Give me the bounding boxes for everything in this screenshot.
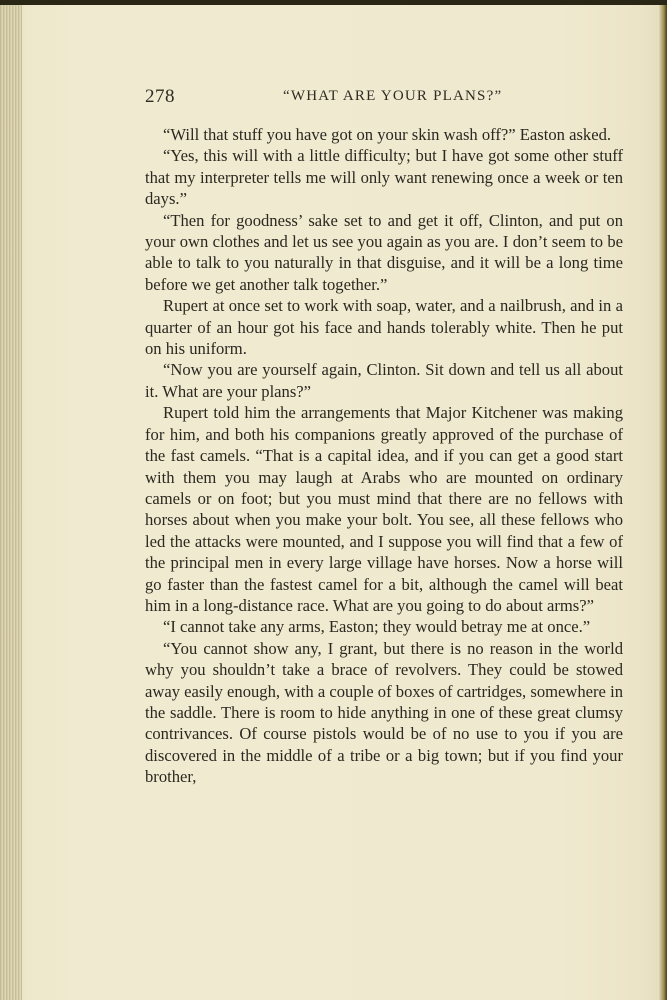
paragraph: “You cannot show any, I grant, but there is no reason in the world why you shouldn’t take a brace of revolvers. They could be stowed away easily enough, with a couple of boxes of cartridges, somewhere in the saddle. There is room to hide anything in one of these great clumsy contrivances. Of course pistols would be of no use to you if you are discovered in the middle of a tribe or a big town; but if you find your brother, bbox=[145, 638, 623, 787]
running-head: “WHAT ARE YOUR PLANS?” bbox=[283, 88, 503, 104]
paragraph: Rupert at once set to work with soap, water, and a nailbrush, and in a quarter of an hour got his face and hands tolerably white. Then he put on his uniform. bbox=[145, 296, 623, 359]
body-text bbox=[145, 124, 623, 788]
paragraph: “Now you are yourself again, Clinton. Sit down and tell us all about it. What are your plans?” bbox=[145, 360, 623, 401]
page-number: 278 bbox=[145, 86, 175, 107]
page-top-edge bbox=[0, 0, 667, 5]
binding-gutter bbox=[0, 5, 22, 1000]
paragraph: “Will that stuff you have got on your skin wash off?” Easton asked. bbox=[163, 125, 612, 144]
paragraph: “I cannot take any arms, Easton; they would betray me at once.” bbox=[163, 617, 591, 637]
page-right-edge bbox=[659, 5, 667, 1000]
paragraph: “Then for goodness’ sake set to and get it off, Clinton, and put on your own clothes and let us see you again as you are. I don’t seem to be able to talk to you naturally in that disguise, and it will be a long time before we get another talk together.” bbox=[145, 210, 623, 294]
paragraph: Rupert told him the arrangements that Major Kitchener was making for him, and both his companions greatly approved of the purchase of the fast camels. “That is a capital idea, and if you can get a good start with them you may laugh at Arabs who are mounted on ordinary camels or on foot; but you must mind that there are no fellows with horses about when you make your bolt. You see, all these fellows who led the attacks were mounted, and I suppose you will find that a few of the principal men in every large village have horses. Now a horse will go faster than the fastest camel for a bit, although the camel will beat him in a long-distance race. What are you going to do about arms?” bbox=[145, 403, 623, 615]
page-header bbox=[145, 86, 625, 112]
paragraph: “Yes, this will with a little difficulty; but I have got some other stuff that my interpreter tells me will only want renewing once a week or ten days.” bbox=[145, 146, 623, 209]
